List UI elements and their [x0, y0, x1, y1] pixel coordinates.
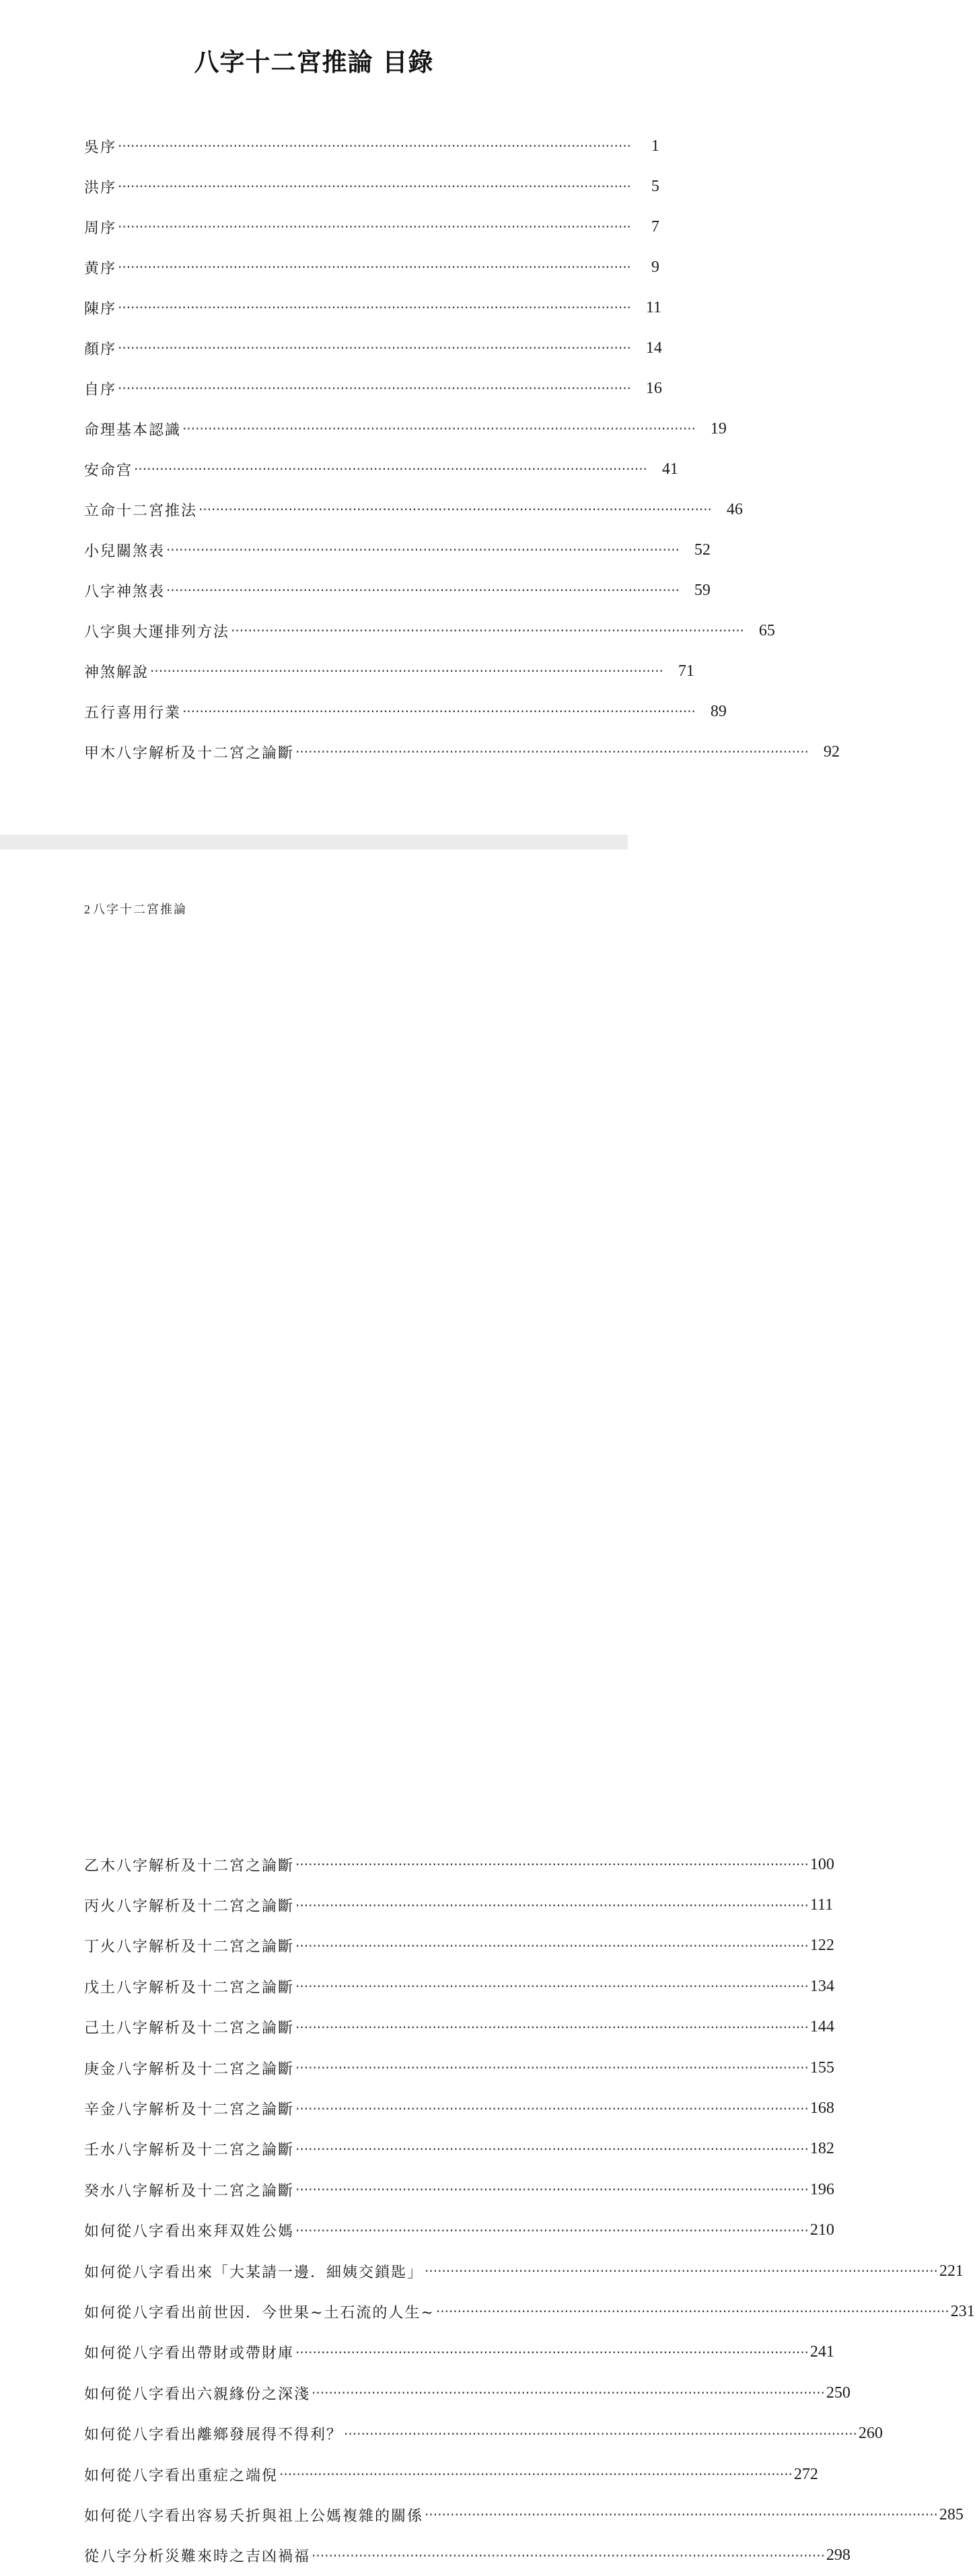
toc-entry-page-number: 111 — [809, 1896, 834, 1914]
toc-entry-page-number: 122 — [809, 1937, 834, 1955]
toc-entry-page-number: 182 — [809, 2140, 834, 2158]
dot-leader: ‧‧‧‧‧‧‧‧‧‧‧‧‧‧‧‧‧‧‧‧‧‧‧‧‧‧‧‧‧‧‧‧‧‧‧‧‧‧‧‧‧‧‧‧‧‧‧‧‧‧‧‧‧‧‧‧‧‧‧‧‧‧‧‧‧‧‧‧‧‧‧‧‧‧‧‧‧‧‧‧‧‧‧‧‧‧‧‧‧‧‧‧‧‧‧‧‧‧‧‧‧‧‧‧‧‧‧‧‧‧‧‧‧‧‧‧‧‧‧‧ — [118, 340, 631, 356]
dot-leader: ‧‧‧‧‧‧‧‧‧‧‧‧‧‧‧‧‧‧‧‧‧‧‧‧‧‧‧‧‧‧‧‧‧‧‧‧‧‧‧‧‧‧‧‧‧‧‧‧‧‧‧‧‧‧‧‧‧‧‧‧‧‧‧‧‧‧‧‧‧‧‧‧‧‧‧‧‧‧‧‧‧‧‧‧‧‧‧‧‧‧‧‧‧‧‧‧‧‧‧‧‧‧‧‧‧‧‧‧‧‧‧‧‧‧‧‧‧‧‧‧ — [295, 2140, 809, 2157]
toc-entry-page-number: 46 — [726, 500, 743, 518]
toc-entry-page-number: 241 — [809, 2343, 834, 2361]
dot-leader: ‧‧‧‧‧‧‧‧‧‧‧‧‧‧‧‧‧‧‧‧‧‧‧‧‧‧‧‧‧‧‧‧‧‧‧‧‧‧‧‧‧‧‧‧‧‧‧‧‧‧‧‧‧‧‧‧‧‧‧‧‧‧‧‧‧‧‧‧‧‧‧‧‧‧‧‧‧‧‧‧‧‧‧‧‧‧‧‧‧‧‧‧‧‧‧‧‧‧‧‧‧‧‧‧‧‧‧‧‧‧‧‧‧‧‧‧‧‧‧‧ — [295, 1897, 809, 1914]
page-separator — [0, 835, 628, 849]
toc-entry — [84, 570, 711, 611]
dot-leader: ‧‧‧‧‧‧‧‧‧‧‧‧‧‧‧‧‧‧‧‧‧‧‧‧‧‧‧‧‧‧‧‧‧‧‧‧‧‧‧‧‧‧‧‧‧‧‧‧‧‧‧‧‧‧‧‧‧‧‧‧‧‧‧‧‧‧‧‧‧‧‧‧‧‧‧‧‧‧‧‧‧‧‧‧‧‧‧‧‧‧‧‧‧‧‧‧‧‧‧‧‧‧‧‧‧‧‧‧‧‧‧‧‧‧‧‧‧‧‧‧ — [344, 2425, 857, 2442]
dot-leader: ‧‧‧‧‧‧‧‧‧‧‧‧‧‧‧‧‧‧‧‧‧‧‧‧‧‧‧‧‧‧‧‧‧‧‧‧‧‧‧‧‧‧‧‧‧‧‧‧‧‧‧‧‧‧‧‧‧‧‧‧‧‧‧‧‧‧‧‧‧‧‧‧‧‧‧‧‧‧‧‧‧‧‧‧‧‧‧‧‧‧‧‧‧‧‧‧‧‧‧‧‧‧‧‧‧‧‧‧‧‧‧‧‧‧‧‧‧‧‧‧ — [166, 542, 680, 558]
toc-entry-page-number: 89 — [710, 702, 727, 720]
toc-entry-label: 安命宫 — [84, 462, 133, 479]
toc-entry-page-number: 5 — [651, 177, 659, 195]
toc-entry-page-number: 260 — [858, 2425, 883, 2443]
dot-leader: ‧‧‧‧‧‧‧‧‧‧‧‧‧‧‧‧‧‧‧‧‧‧‧‧‧‧‧‧‧‧‧‧‧‧‧‧‧‧‧‧‧‧‧‧‧‧‧‧‧‧‧‧‧‧‧‧‧‧‧‧‧‧‧‧‧‧‧‧‧‧‧‧‧‧‧‧‧‧‧‧‧‧‧‧‧‧‧‧‧‧‧‧‧‧‧‧‧‧‧‧‧‧‧‧‧‧‧‧‧‧‧‧‧‧‧‧‧‧‧‧ — [295, 2060, 809, 2077]
toc-entry-label: 從八字分析災難來時之吉凶禍福 — [84, 2548, 311, 2566]
toc-entry-page-number: 168 — [809, 2099, 834, 2118]
toc-entry — [84, 166, 659, 207]
dot-leader: ‧‧‧‧‧‧‧‧‧‧‧‧‧‧‧‧‧‧‧‧‧‧‧‧‧‧‧‧‧‧‧‧‧‧‧‧‧‧‧‧‧‧‧‧‧‧‧‧‧‧‧‧‧‧‧‧‧‧‧‧‧‧‧‧‧‧‧‧‧‧‧‧‧‧‧‧‧‧‧‧‧‧‧‧‧‧‧‧‧‧‧‧‧‧‧‧‧‧‧‧‧‧‧‧‧‧‧‧‧‧‧‧‧‧‧‧‧‧‧‧ — [425, 2263, 938, 2280]
toc-entry-label: 癸水八字解析及十二宮之論斷 — [84, 2182, 295, 2200]
toc-entry — [84, 2129, 834, 2169]
toc-entry-page-number: 71 — [678, 662, 694, 680]
toc-entry — [84, 1885, 834, 1925]
dot-leader: ‧‧‧‧‧‧‧‧‧‧‧‧‧‧‧‧‧‧‧‧‧‧‧‧‧‧‧‧‧‧‧‧‧‧‧‧‧‧‧‧‧‧‧‧‧‧‧‧‧‧‧‧‧‧‧‧‧‧‧‧‧‧‧‧‧‧‧‧‧‧‧‧‧‧‧‧‧‧‧‧‧‧‧‧‧‧‧‧‧‧‧‧‧‧‧‧‧‧‧‧‧‧‧‧‧‧‧‧‧‧‧‧‧‧‧‧‧‧‧‧ — [118, 219, 631, 235]
toc-entry-label: 如何從八字看出來「大某請一邊．細姨交鎖匙」 — [84, 2264, 424, 2281]
dot-leader: ‧‧‧‧‧‧‧‧‧‧‧‧‧‧‧‧‧‧‧‧‧‧‧‧‧‧‧‧‧‧‧‧‧‧‧‧‧‧‧‧‧‧‧‧‧‧‧‧‧‧‧‧‧‧‧‧‧‧‧‧‧‧‧‧‧‧‧‧‧‧‧‧‧‧‧‧‧‧‧‧‧‧‧‧‧‧‧‧‧‧‧‧‧‧‧‧‧‧‧‧‧‧‧‧‧‧‧‧‧‧‧‧‧‧‧‧‧‧‧‧ — [182, 421, 696, 437]
toc-entry-page-number: 1 — [651, 137, 659, 155]
toc-entry-page-number: 52 — [694, 541, 711, 559]
dot-leader: ‧‧‧‧‧‧‧‧‧‧‧‧‧‧‧‧‧‧‧‧‧‧‧‧‧‧‧‧‧‧‧‧‧‧‧‧‧‧‧‧‧‧‧‧‧‧‧‧‧‧‧‧‧‧‧‧‧‧‧‧‧‧‧‧‧‧‧‧‧‧‧‧‧‧‧‧‧‧‧‧‧‧‧‧‧‧‧‧‧‧‧‧‧‧‧‧‧‧‧‧‧‧‧‧‧‧‧‧‧‧‧‧‧‧‧‧‧‧‧‧ — [295, 744, 809, 760]
header-page-number: 2 — [84, 903, 92, 916]
toc-entry — [84, 2007, 834, 2048]
toc-entry — [84, 247, 659, 287]
running-header — [84, 900, 187, 917]
dot-leader: ‧‧‧‧‧‧‧‧‧‧‧‧‧‧‧‧‧‧‧‧‧‧‧‧‧‧‧‧‧‧‧‧‧‧‧‧‧‧‧‧‧‧‧‧‧‧‧‧‧‧‧‧‧‧‧‧‧‧‧‧‧‧‧‧‧‧‧‧‧‧‧‧‧‧‧‧‧‧‧‧‧‧‧‧‧‧‧‧‧‧‧‧‧‧‧‧‧‧‧‧‧‧‧‧‧‧‧‧‧‧‧‧‧‧‧‧‧‧‧‧ — [182, 703, 696, 720]
toc-entry-page-number: 14 — [645, 339, 662, 357]
dot-leader: ‧‧‧‧‧‧‧‧‧‧‧‧‧‧‧‧‧‧‧‧‧‧‧‧‧‧‧‧‧‧‧‧‧‧‧‧‧‧‧‧‧‧‧‧‧‧‧‧‧‧‧‧‧‧‧‧‧‧‧‧‧‧‧‧‧‧‧‧‧‧‧‧‧‧‧‧‧‧‧‧‧‧‧‧‧‧‧‧‧‧‧‧‧‧‧‧‧‧‧‧‧‧‧‧‧‧‧‧‧‧‧‧‧‧‧‧‧‧‧‧ — [198, 501, 712, 518]
toc-entry — [84, 2251, 964, 2291]
toc-entry — [84, 2211, 834, 2251]
toc-entry-label: 吳序 — [84, 139, 117, 156]
toc-entry-page-number: 65 — [758, 621, 775, 639]
toc-entry-label: 乙木八字解析及十二宮之論斷 — [84, 1857, 295, 1875]
toc-entry-label: 如何從八字看出離鄉發展得不得利？ — [84, 2427, 343, 2444]
toc-entry-label: 命理基本認識 — [84, 421, 182, 439]
dot-leader: ‧‧‧‧‧‧‧‧‧‧‧‧‧‧‧‧‧‧‧‧‧‧‧‧‧‧‧‧‧‧‧‧‧‧‧‧‧‧‧‧‧‧‧‧‧‧‧‧‧‧‧‧‧‧‧‧‧‧‧‧‧‧‧‧‧‧‧‧‧‧‧‧‧‧‧‧‧‧‧‧‧‧‧‧‧‧‧‧‧‧‧‧‧‧‧‧‧‧‧‧‧‧‧‧‧‧‧‧‧‧‧‧‧‧‧‧‧‧‧‧ — [295, 2019, 809, 2035]
toc-entry — [84, 691, 727, 732]
toc-entry-label: 甲木八字解析及十二宮之論斷 — [84, 744, 295, 762]
toc-entry-label: 壬水八字解析及十二宮之論斷 — [84, 2142, 295, 2159]
dot-leader: ‧‧‧‧‧‧‧‧‧‧‧‧‧‧‧‧‧‧‧‧‧‧‧‧‧‧‧‧‧‧‧‧‧‧‧‧‧‧‧‧‧‧‧‧‧‧‧‧‧‧‧‧‧‧‧‧‧‧‧‧‧‧‧‧‧‧‧‧‧‧‧‧‧‧‧‧‧‧‧‧‧‧‧‧‧‧‧‧‧‧‧‧‧‧‧‧‧‧‧‧‧‧‧‧‧‧‧‧‧‧‧‧‧‧‧‧‧‧‧‧ — [295, 1937, 809, 1954]
toc-entry — [84, 449, 678, 489]
toc-entry — [84, 2169, 834, 2210]
dot-leader: ‧‧‧‧‧‧‧‧‧‧‧‧‧‧‧‧‧‧‧‧‧‧‧‧‧‧‧‧‧‧‧‧‧‧‧‧‧‧‧‧‧‧‧‧‧‧‧‧‧‧‧‧‧‧‧‧‧‧‧‧‧‧‧‧‧‧‧‧‧‧‧‧‧‧‧‧‧‧‧‧‧‧‧‧‧‧‧‧‧‧‧‧‧‧‧‧‧‧‧‧‧‧‧‧‧‧‧‧‧‧‧‧‧‧‧‧‧‧‧‧ — [118, 300, 631, 316]
toc-page-2 — [0, 849, 975, 2566]
toc-list — [84, 126, 840, 772]
toc-entry — [84, 1966, 834, 2007]
toc-entry — [84, 651, 694, 691]
dot-leader: ‧‧‧‧‧‧‧‧‧‧‧‧‧‧‧‧‧‧‧‧‧‧‧‧‧‧‧‧‧‧‧‧‧‧‧‧‧‧‧‧‧‧‧‧‧‧‧‧‧‧‧‧‧‧‧‧‧‧‧‧‧‧‧‧‧‧‧‧‧‧‧‧‧‧‧‧‧‧‧‧‧‧‧‧‧‧‧‧‧‧‧‧‧‧‧‧‧‧‧‧‧‧‧‧‧‧‧‧‧‧‧‧‧‧‧‧‧‧‧‧ — [166, 582, 680, 598]
toc-entry — [84, 530, 711, 570]
toc-entry-label: 神煞解說 — [84, 664, 149, 681]
toc-entry-label: 如何從八字看出前世因．今世果~土石流的人生~ — [84, 2304, 435, 2322]
dot-leader: ‧‧‧‧‧‧‧‧‧‧‧‧‧‧‧‧‧‧‧‧‧‧‧‧‧‧‧‧‧‧‧‧‧‧‧‧‧‧‧‧‧‧‧‧‧‧‧‧‧‧‧‧‧‧‧‧‧‧‧‧‧‧‧‧‧‧‧‧‧‧‧‧‧‧‧‧‧‧‧‧‧‧‧‧‧‧‧‧‧‧‧‧‧‧‧‧‧‧‧‧‧‧‧‧‧‧‧‧‧‧‧‧‧‧‧‧‧‧‧‧ — [435, 2303, 949, 2320]
toc-entry — [84, 287, 662, 328]
toc-page-1 — [0, 0, 840, 835]
toc-entry-label: 陳序 — [84, 300, 117, 318]
toc-entry — [84, 126, 659, 166]
toc-entry — [84, 2291, 975, 2332]
toc-entry-label: 立命十二宮推法 — [84, 502, 198, 520]
toc-entry-label: 自序 — [84, 381, 117, 398]
toc-entry-label: 洪序 — [84, 179, 117, 197]
toc-entry-page-number: 134 — [809, 1977, 834, 1995]
toc-entry — [84, 409, 727, 449]
toc-entry — [84, 2332, 834, 2373]
toc-entry-page-number: 19 — [710, 419, 727, 438]
toc-entry-label: 如何從八字看出六親緣份之深淺 — [84, 2386, 311, 2403]
toc-entry — [84, 1844, 834, 1885]
toc-entry-label: 如何從八字看出容易夭折與祖上公媽複雜的關係 — [84, 2507, 424, 2525]
toc-entry-page-number: 59 — [694, 581, 711, 599]
toc-entry-label: 丙火八字解析及十二宮之論斷 — [84, 1898, 295, 1916]
toc-entry-page-number: 7 — [651, 217, 659, 236]
toc-entry — [84, 2495, 964, 2535]
page-title: 八字十二宮推論 目錄 — [194, 47, 434, 77]
toc-entry-label: 丁火八字解析及十二宮之論斷 — [84, 1939, 295, 1956]
dot-leader: ‧‧‧‧‧‧‧‧‧‧‧‧‧‧‧‧‧‧‧‧‧‧‧‧‧‧‧‧‧‧‧‧‧‧‧‧‧‧‧‧‧‧‧‧‧‧‧‧‧‧‧‧‧‧‧‧‧‧‧‧‧‧‧‧‧‧‧‧‧‧‧‧‧‧‧‧‧‧‧‧‧‧‧‧‧‧‧‧‧‧‧‧‧‧‧‧‧‧‧‧‧‧‧‧‧‧‧‧‧‧‧‧‧‧‧‧‧‧‧‧ — [312, 2547, 825, 2564]
toc-entry-label: 戊土八字解析及十二宮之論斷 — [84, 1979, 295, 1996]
toc-entry-label: 如何從八字看出來拜双姓公媽 — [84, 2223, 295, 2241]
toc-entry-label: 周序 — [84, 219, 117, 237]
toc-entry — [84, 732, 840, 772]
toc-entry-label: 八字神煞表 — [84, 583, 166, 600]
toc-entry-label: 小兒關煞表 — [84, 543, 166, 560]
dot-leader: ‧‧‧‧‧‧‧‧‧‧‧‧‧‧‧‧‧‧‧‧‧‧‧‧‧‧‧‧‧‧‧‧‧‧‧‧‧‧‧‧‧‧‧‧‧‧‧‧‧‧‧‧‧‧‧‧‧‧‧‧‧‧‧‧‧‧‧‧‧‧‧‧‧‧‧‧‧‧‧‧‧‧‧‧‧‧‧‧‧‧‧‧‧‧‧‧‧‧‧‧‧‧‧‧‧‧‧‧‧‧‧‧‧‧‧‧‧‧‧‧ — [150, 663, 663, 679]
toc-entry-page-number: 100 — [809, 1855, 834, 1873]
header-book-title: 八字十二宮推論 — [93, 903, 187, 917]
toc-entry-page-number: 92 — [823, 742, 840, 761]
dot-leader: ‧‧‧‧‧‧‧‧‧‧‧‧‧‧‧‧‧‧‧‧‧‧‧‧‧‧‧‧‧‧‧‧‧‧‧‧‧‧‧‧‧‧‧‧‧‧‧‧‧‧‧‧‧‧‧‧‧‧‧‧‧‧‧‧‧‧‧‧‧‧‧‧‧‧‧‧‧‧‧‧‧‧‧‧‧‧‧‧‧‧‧‧‧‧‧‧‧‧‧‧‧‧‧‧‧‧‧‧‧‧‧‧‧‧‧‧‧‧‧‧ — [118, 178, 631, 195]
toc-entry-label: 五行喜用行業 — [84, 704, 182, 722]
toc-entry — [84, 2048, 834, 2088]
dot-leader: ‧‧‧‧‧‧‧‧‧‧‧‧‧‧‧‧‧‧‧‧‧‧‧‧‧‧‧‧‧‧‧‧‧‧‧‧‧‧‧‧‧‧‧‧‧‧‧‧‧‧‧‧‧‧‧‧‧‧‧‧‧‧‧‧‧‧‧‧‧‧‧‧‧‧‧‧‧‧‧‧‧‧‧‧‧‧‧‧‧‧‧‧‧‧‧‧‧‧‧‧‧‧‧‧‧‧‧‧‧‧‧‧‧‧‧‧‧‧‧‧ — [279, 2466, 793, 2483]
toc-entry-label: 八字與大運排列方法 — [84, 623, 230, 641]
toc-entry-page-number: 41 — [661, 460, 678, 478]
dot-leader: ‧‧‧‧‧‧‧‧‧‧‧‧‧‧‧‧‧‧‧‧‧‧‧‧‧‧‧‧‧‧‧‧‧‧‧‧‧‧‧‧‧‧‧‧‧‧‧‧‧‧‧‧‧‧‧‧‧‧‧‧‧‧‧‧‧‧‧‧‧‧‧‧‧‧‧‧‧‧‧‧‧‧‧‧‧‧‧‧‧‧‧‧‧‧‧‧‧‧‧‧‧‧‧‧‧‧‧‧‧‧‧‧‧‧‧‧‧‧‧‧ — [295, 2222, 809, 2239]
toc-entry-page-number: 196 — [809, 2180, 834, 2198]
toc-entry — [84, 2413, 883, 2453]
dot-leader: ‧‧‧‧‧‧‧‧‧‧‧‧‧‧‧‧‧‧‧‧‧‧‧‧‧‧‧‧‧‧‧‧‧‧‧‧‧‧‧‧‧‧‧‧‧‧‧‧‧‧‧‧‧‧‧‧‧‧‧‧‧‧‧‧‧‧‧‧‧‧‧‧‧‧‧‧‧‧‧‧‧‧‧‧‧‧‧‧‧‧‧‧‧‧‧‧‧‧‧‧‧‧‧‧‧‧‧‧‧‧‧‧‧‧‧‧‧‧‧‧ — [295, 2100, 809, 2117]
toc-entry — [84, 2088, 834, 2128]
dot-leader: ‧‧‧‧‧‧‧‧‧‧‧‧‧‧‧‧‧‧‧‧‧‧‧‧‧‧‧‧‧‧‧‧‧‧‧‧‧‧‧‧‧‧‧‧‧‧‧‧‧‧‧‧‧‧‧‧‧‧‧‧‧‧‧‧‧‧‧‧‧‧‧‧‧‧‧‧‧‧‧‧‧‧‧‧‧‧‧‧‧‧‧‧‧‧‧‧‧‧‧‧‧‧‧‧‧‧‧‧‧‧‧‧‧‧‧‧‧‧‧‧ — [118, 138, 631, 154]
toc-entry — [84, 207, 659, 247]
toc-entry-label: 庚金八字解析及十二宮之論斷 — [84, 2060, 295, 2078]
toc-entry-label: 如何從八字看出帶財或帶財庫 — [84, 2345, 295, 2363]
dot-leader: ‧‧‧‧‧‧‧‧‧‧‧‧‧‧‧‧‧‧‧‧‧‧‧‧‧‧‧‧‧‧‧‧‧‧‧‧‧‧‧‧‧‧‧‧‧‧‧‧‧‧‧‧‧‧‧‧‧‧‧‧‧‧‧‧‧‧‧‧‧‧‧‧‧‧‧‧‧‧‧‧‧‧‧‧‧‧‧‧‧‧‧‧‧‧‧‧‧‧‧‧‧‧‧‧‧‧‧‧‧‧‧‧‧‧‧‧‧‧‧‧ — [134, 461, 647, 477]
toc-entry-page-number: 11 — [645, 298, 662, 316]
toc-entry-page-number: 285 — [939, 2505, 964, 2523]
dot-leader: ‧‧‧‧‧‧‧‧‧‧‧‧‧‧‧‧‧‧‧‧‧‧‧‧‧‧‧‧‧‧‧‧‧‧‧‧‧‧‧‧‧‧‧‧‧‧‧‧‧‧‧‧‧‧‧‧‧‧‧‧‧‧‧‧‧‧‧‧‧‧‧‧‧‧‧‧‧‧‧‧‧‧‧‧‧‧‧‧‧‧‧‧‧‧‧‧‧‧‧‧‧‧‧‧‧‧‧‧‧‧‧‧‧‧‧‧‧‧‧‧ — [231, 623, 744, 639]
dot-leader: ‧‧‧‧‧‧‧‧‧‧‧‧‧‧‧‧‧‧‧‧‧‧‧‧‧‧‧‧‧‧‧‧‧‧‧‧‧‧‧‧‧‧‧‧‧‧‧‧‧‧‧‧‧‧‧‧‧‧‧‧‧‧‧‧‧‧‧‧‧‧‧‧‧‧‧‧‧‧‧‧‧‧‧‧‧‧‧‧‧‧‧‧‧‧‧‧‧‧‧‧‧‧‧‧‧‧‧‧‧‧‧‧‧‧‧‧‧‧‧‧ — [425, 2507, 938, 2523]
dot-leader: ‧‧‧‧‧‧‧‧‧‧‧‧‧‧‧‧‧‧‧‧‧‧‧‧‧‧‧‧‧‧‧‧‧‧‧‧‧‧‧‧‧‧‧‧‧‧‧‧‧‧‧‧‧‧‧‧‧‧‧‧‧‧‧‧‧‧‧‧‧‧‧‧‧‧‧‧‧‧‧‧‧‧‧‧‧‧‧‧‧‧‧‧‧‧‧‧‧‧‧‧‧‧‧‧‧‧‧‧‧‧‧‧‧‧‧‧‧‧‧‧ — [312, 2385, 825, 2402]
toc-entry — [84, 489, 743, 530]
toc-entry-label: 己土八字解析及十二宮之論斷 — [84, 2020, 295, 2038]
toc-entry — [84, 1926, 834, 1966]
toc-entry-page-number: 210 — [809, 2221, 834, 2239]
toc-entry-label: 辛金八字解析及十二宮之論斷 — [84, 2101, 295, 2119]
toc-entry — [84, 2373, 851, 2413]
toc-entry — [84, 368, 662, 409]
toc-entry-label: 如何從八字看出重症之端倪 — [84, 2467, 279, 2484]
toc-entry-page-number: 231 — [950, 2302, 975, 2320]
toc-entry — [84, 611, 775, 651]
toc-entry-label: 黄序 — [84, 260, 117, 277]
toc-entry-page-number: 9 — [651, 258, 659, 276]
dot-leader: ‧‧‧‧‧‧‧‧‧‧‧‧‧‧‧‧‧‧‧‧‧‧‧‧‧‧‧‧‧‧‧‧‧‧‧‧‧‧‧‧‧‧‧‧‧‧‧‧‧‧‧‧‧‧‧‧‧‧‧‧‧‧‧‧‧‧‧‧‧‧‧‧‧‧‧‧‧‧‧‧‧‧‧‧‧‧‧‧‧‧‧‧‧‧‧‧‧‧‧‧‧‧‧‧‧‧‧‧‧‧‧‧‧‧‧‧‧‧‧‧ — [295, 1978, 809, 1995]
dot-leader: ‧‧‧‧‧‧‧‧‧‧‧‧‧‧‧‧‧‧‧‧‧‧‧‧‧‧‧‧‧‧‧‧‧‧‧‧‧‧‧‧‧‧‧‧‧‧‧‧‧‧‧‧‧‧‧‧‧‧‧‧‧‧‧‧‧‧‧‧‧‧‧‧‧‧‧‧‧‧‧‧‧‧‧‧‧‧‧‧‧‧‧‧‧‧‧‧‧‧‧‧‧‧‧‧‧‧‧‧‧‧‧‧‧‧‧‧‧‧‧‧ — [118, 259, 631, 275]
toc-entry-page-number: 298 — [826, 2546, 851, 2565]
dot-leader: ‧‧‧‧‧‧‧‧‧‧‧‧‧‧‧‧‧‧‧‧‧‧‧‧‧‧‧‧‧‧‧‧‧‧‧‧‧‧‧‧‧‧‧‧‧‧‧‧‧‧‧‧‧‧‧‧‧‧‧‧‧‧‧‧‧‧‧‧‧‧‧‧‧‧‧‧‧‧‧‧‧‧‧‧‧‧‧‧‧‧‧‧‧‧‧‧‧‧‧‧‧‧‧‧‧‧‧‧‧‧‧‧‧‧‧‧‧‧‧‧ — [295, 2344, 809, 2361]
dot-leader: ‧‧‧‧‧‧‧‧‧‧‧‧‧‧‧‧‧‧‧‧‧‧‧‧‧‧‧‧‧‧‧‧‧‧‧‧‧‧‧‧‧‧‧‧‧‧‧‧‧‧‧‧‧‧‧‧‧‧‧‧‧‧‧‧‧‧‧‧‧‧‧‧‧‧‧‧‧‧‧‧‧‧‧‧‧‧‧‧‧‧‧‧‧‧‧‧‧‧‧‧‧‧‧‧‧‧‧‧‧‧‧‧‧‧‧‧‧‧‧‧ — [295, 1856, 809, 1873]
dot-leader: ‧‧‧‧‧‧‧‧‧‧‧‧‧‧‧‧‧‧‧‧‧‧‧‧‧‧‧‧‧‧‧‧‧‧‧‧‧‧‧‧‧‧‧‧‧‧‧‧‧‧‧‧‧‧‧‧‧‧‧‧‧‧‧‧‧‧‧‧‧‧‧‧‧‧‧‧‧‧‧‧‧‧‧‧‧‧‧‧‧‧‧‧‧‧‧‧‧‧‧‧‧‧‧‧‧‧‧‧‧‧‧‧‧‧‧‧‧‧‧‧ — [295, 2182, 809, 2198]
toc-entry — [84, 328, 662, 368]
toc-entry — [84, 2536, 851, 2576]
dot-leader: ‧‧‧‧‧‧‧‧‧‧‧‧‧‧‧‧‧‧‧‧‧‧‧‧‧‧‧‧‧‧‧‧‧‧‧‧‧‧‧‧‧‧‧‧‧‧‧‧‧‧‧‧‧‧‧‧‧‧‧‧‧‧‧‧‧‧‧‧‧‧‧‧‧‧‧‧‧‧‧‧‧‧‧‧‧‧‧‧‧‧‧‧‧‧‧‧‧‧‧‧‧‧‧‧‧‧‧‧‧‧‧‧‧‧‧‧‧‧‧‧ — [118, 380, 631, 396]
toc-entry-page-number: 155 — [809, 2058, 834, 2077]
toc-entry — [84, 2454, 818, 2495]
toc-entry-page-number: 144 — [809, 2018, 834, 2036]
toc-entry-page-number: 16 — [645, 379, 662, 397]
toc-entry-page-number: 272 — [793, 2465, 818, 2483]
toc-list — [84, 1844, 975, 2576]
toc-entry-page-number: 250 — [826, 2383, 851, 2402]
toc-entry-label: 顏序 — [84, 341, 117, 358]
toc-entry-page-number: 221 — [939, 2262, 964, 2280]
